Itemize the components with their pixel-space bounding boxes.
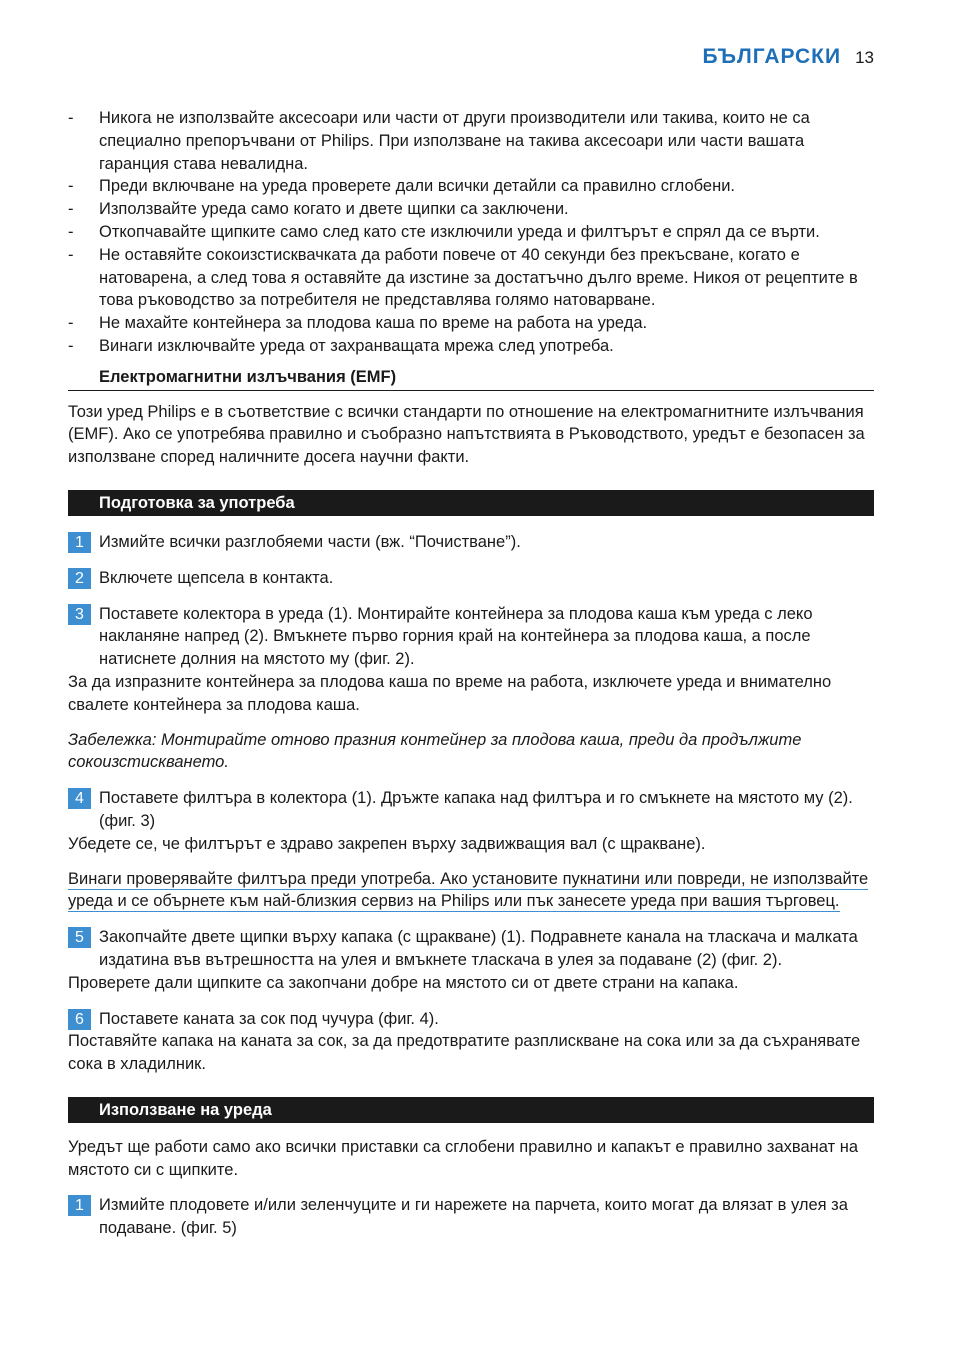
step-number: 1 [68, 532, 91, 553]
step-number: 6 [68, 1009, 91, 1030]
step-6-info: Поставяйте капака на каната за сок, за да предотвратите разплискване на сока или за да съхранявате сока в хладилник. [68, 1032, 861, 1074]
step-5-info: Проверете дали щипките са закопчани добре на мястото си от двете страни на капака. [68, 973, 739, 992]
step-3-info: За да изпразните контейнера за плодова каша по време на работа, изключете уреда и внимателно свалете контейнера за плодова каша. [68, 672, 832, 714]
usage-intro: Уредът ще работи само ако всички приставки са сглобени правилно и капакът е правилно захванат на мястото си с щипките. [68, 1137, 859, 1179]
page-header [702, 46, 874, 70]
emf-paragraph: Този уред Philips е в съответствие с всички стандарти по отношение на електромагнитните излъчвания (EMF). Ако се употребява правилно и съобразно напътствията в Ръководството, уредът е безопасен за използване според наличните досега научни факти. [68, 402, 865, 467]
warning-text: Винаги проверявайте филтъра преди употреба. Ако установите пукнатини или повреди, не използвайте уреда и се обърнете към най-близкия сервиз на Philips или пък занесете уреда при вашия търговец. [68, 869, 869, 911]
note-paragraph: Забележка: Монтирайте отново празния контейнер за плодова каша, преди да продължите сокоизстискването. [68, 730, 802, 772]
warning-paragraph [68, 868, 874, 914]
step-text: Поставете филтъра в колектора (1). Дръжте капака над филтъра и го смъкнете на мястото му (2). (фиг. 3) [99, 789, 853, 830]
language-title: БЪЛГАРСКИ [702, 45, 842, 68]
usage-step-1 [68, 1194, 874, 1240]
section-heading-preparation: Подготовка за употреба [68, 490, 874, 516]
list-item: - Откопчавайте щипките само след като сте изключили уреда и филтърът е спрял да се върти. [68, 221, 874, 244]
step-2 [68, 567, 874, 590]
step-5 [68, 926, 874, 972]
step-4-info: Убедете се, че филтърът е здраво закрепен върху задвижващия вал (с щракване). [68, 834, 706, 853]
step-number: 4 [68, 788, 91, 809]
list-item: - Не махайте контейнера за плодова каша по време на работа на уреда. [68, 312, 874, 335]
warnings-list [68, 107, 874, 358]
list-item: - Използвайте уреда само когато и двете щипки са заключени. [68, 198, 874, 221]
step-number: 3 [68, 604, 91, 625]
page-content [68, 107, 874, 1240]
step-text: Измийте плодовете и/или зеленчуците и ги нарежете на парчета, които могат да влязат в улея за подаване. (фиг. 5) [99, 1196, 848, 1238]
step-text: Измийте всички разглобяеми части (вж. “Почистване”). [99, 532, 521, 551]
list-item: - Винаги изключвайте уреда от захранващата мрежа след употреба. [68, 335, 874, 358]
list-item: - Преди включване на уреда проверете дали всички детайли са правилно сглобени. [68, 175, 874, 198]
step-number: 5 [68, 927, 91, 948]
section-heading-usage: Използване на уреда [68, 1097, 874, 1123]
step-text: Закопчайте двете щипки върху капака (с щракване) (1). Подравнете канала на тласкача и малката издатина във вътрешността на улея и вмъкнете тласкача в улея за подаване (2) (фиг. 2). [99, 928, 858, 969]
step-text: Поставете каната за сок под чучура (фиг. 4). [99, 1009, 439, 1028]
list-item: - Не оставяйте сокоизстисквачката да работи повече от 40 секунди без прекъсване, когато е натоварена, а след това я оставяйте да изстине за достатъчно дълго време. Никоя от рецептите в това ръководство за потребителя не представлява голямо натоварване. [68, 244, 874, 312]
step-number: 2 [68, 568, 91, 589]
step-text: Поставете колектора в уреда (1). Монтирайте контейнера за плодова каша към уреда с леко накланяне напред (2). Вмъкнете първо горния край на контейнера за плодова каша, а после натиснете долния на мястото му (фиг. 2). [99, 604, 813, 669]
page-number: 13 [855, 48, 874, 67]
step-number: 1 [68, 1195, 91, 1216]
step-4 [68, 787, 874, 833]
step-3 [68, 603, 874, 671]
list-item: - Никога не използвайте аксесоари или части от други производители или такива, които не са специално препоръчвани от Philips. При използване на такива аксесоари или части вашата гаранция става невалидна. [68, 107, 874, 175]
step-6 [68, 1008, 874, 1031]
emf-heading: Електромагнитни излъчвания (EMF) [68, 366, 874, 391]
step-text: Включете щепсела в контакта. [99, 568, 334, 587]
step-1 [68, 531, 874, 554]
